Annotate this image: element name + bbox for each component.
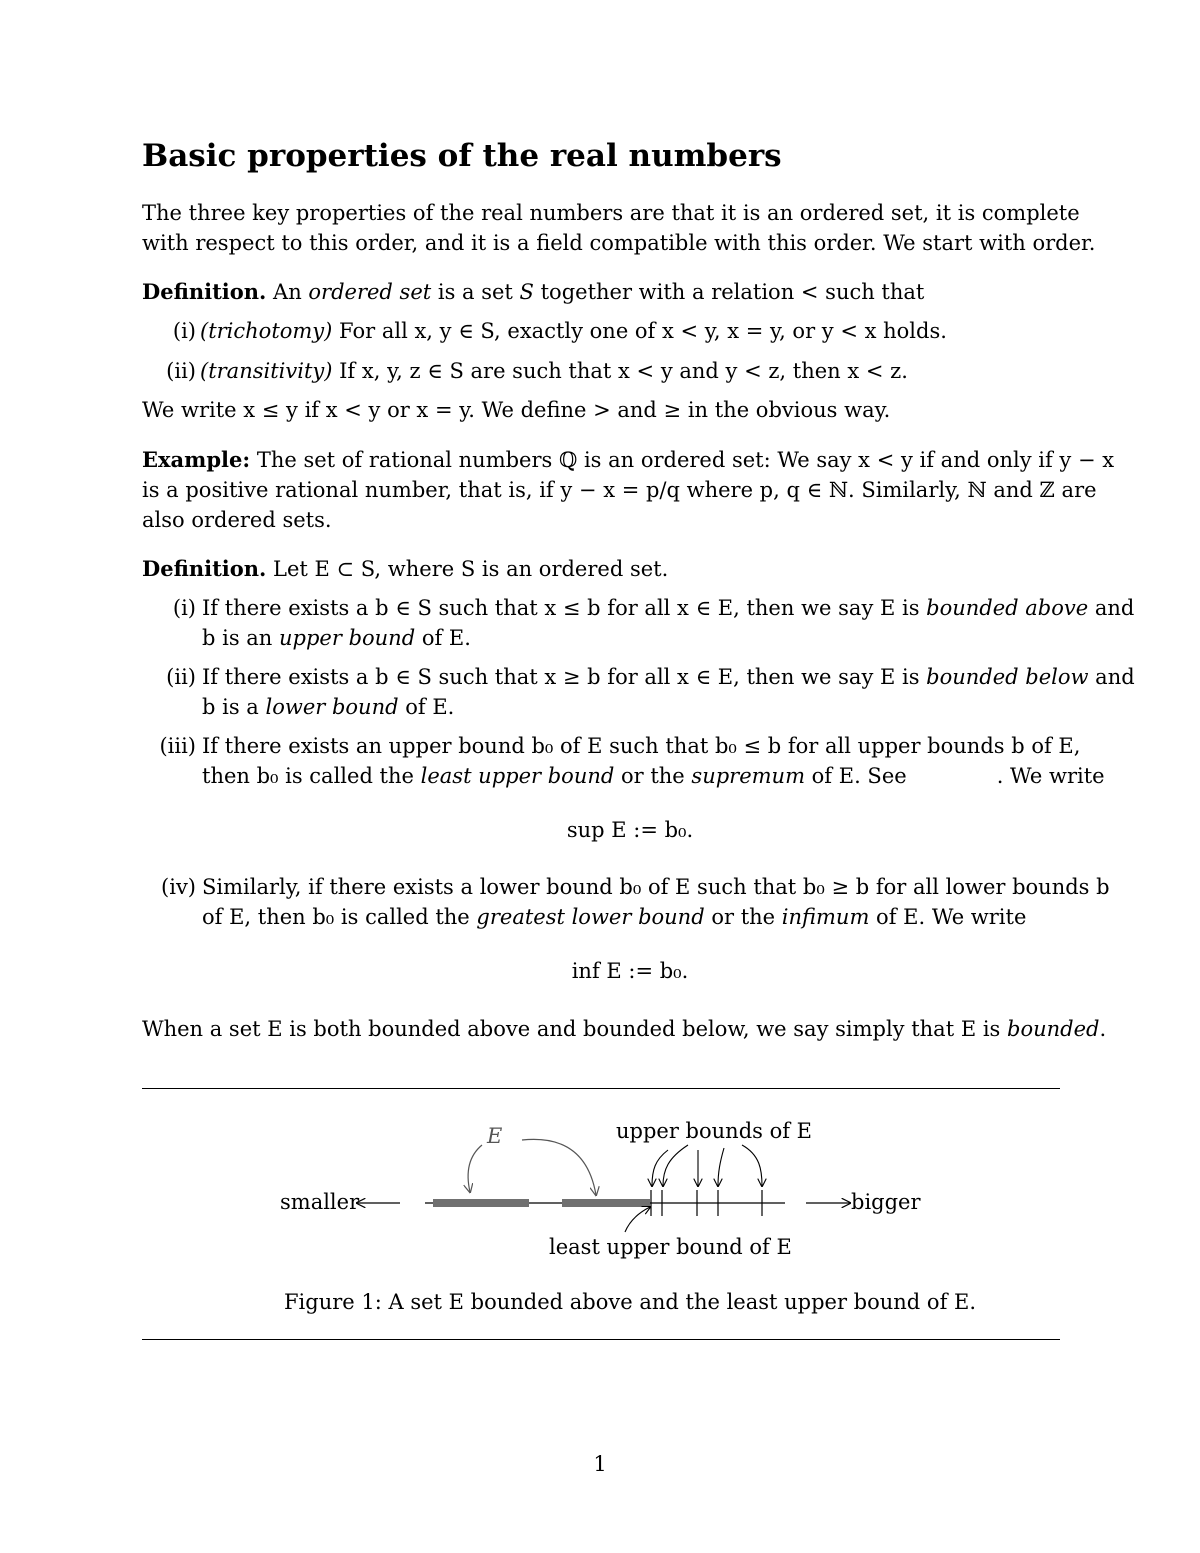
definition-note: We write x ≤ y if x < y or x = y. We define > and ≥ in the obvious way.	[142, 398, 891, 422]
term-greatest-lower-bound: greatest lower bound	[476, 905, 705, 929]
item-number: (i)	[172, 596, 196, 620]
text: of E.	[398, 695, 455, 719]
item-text: If x, y, z ∈ S are such that x < y and y < z, then x < z.	[332, 359, 908, 383]
item-number: (ii)	[166, 359, 196, 383]
text: and	[1088, 665, 1135, 689]
inf-equation: inf E := b₀.	[571, 959, 689, 983]
term-ordered-set: ordered set	[308, 280, 432, 304]
text: is a set	[431, 280, 520, 304]
list-item	[142, 593, 1135, 653]
label-least-upper-bound: least upper bound of E	[549, 1235, 792, 1259]
list-item	[142, 731, 1105, 791]
upper-bound-arrow	[718, 1148, 724, 1186]
set-e-segment	[433, 1199, 529, 1207]
sup-equation: sup E := b₀.	[566, 818, 694, 842]
text: b is an	[202, 626, 280, 650]
figure-top-rule	[142, 1088, 1060, 1089]
term-upper-bound: upper bound	[279, 626, 416, 650]
term-bounded: bounded	[1007, 1017, 1100, 1041]
item-number: (iii)	[159, 734, 196, 758]
item-name: (transitivity)	[200, 359, 333, 383]
text: The set of rational numbers ℚ is an ordered set: We say x < y if and only if y − x	[250, 448, 1115, 472]
intro-line-2: with respect to this order, and it is a field compatible with this order. We start with order.	[142, 231, 1096, 255]
label-set-e: E	[487, 1124, 503, 1148]
intro-line-1: The three key properties of the real numbers are that it is an ordered set, it is complete	[142, 201, 1080, 225]
number-line-figure	[0, 1100, 1200, 1270]
term-least-upper-bound: least upper bound	[420, 764, 615, 788]
text: together with a relation < such that	[533, 280, 925, 304]
term-bounded-above: bounded above	[926, 596, 1089, 620]
text: An	[266, 280, 309, 304]
set-e-segment	[562, 1199, 650, 1207]
example-line-1	[142, 445, 1115, 475]
text: of E. We write	[869, 905, 1027, 929]
item-number: (ii)	[166, 665, 196, 689]
text: If there exists an upper bound b₀ of E such that b₀ ≤ b for all upper bounds b of E,	[202, 734, 1081, 758]
term-bounded-below: bounded below	[926, 665, 1089, 689]
list-item	[142, 872, 1110, 932]
term-lower-bound: lower bound	[265, 695, 399, 719]
text: and	[1088, 596, 1135, 620]
text: . We write	[996, 764, 1105, 788]
figure-caption: Figure 1: A set E bounded above and the least upper bound of E.	[283, 1290, 977, 1314]
text: or the	[704, 905, 782, 929]
item-name: (trichotomy)	[200, 319, 333, 343]
upper-bound-arrow	[652, 1150, 668, 1186]
example-label: Example:	[142, 447, 251, 472]
text: of E, then b₀ is called the	[202, 905, 477, 929]
text: Similarly, if there exists a lower bound b₀ of E such that b₀ ≥ b for all lower bounds b	[202, 875, 1110, 899]
text: or the	[614, 764, 692, 788]
label-smaller: smaller	[280, 1190, 360, 1214]
label-bigger: bigger	[851, 1190, 921, 1214]
text: Let E ⊂ S, where S is an ordered set.	[266, 557, 669, 581]
page-number: 1	[593, 1452, 607, 1476]
text: If there exists a b ∈ S such that x ≥ b for all x ∈ E, then we say E is	[202, 665, 927, 689]
term-supremum: supremum	[691, 764, 805, 788]
bounded-sentence	[142, 1014, 1107, 1044]
symbol-S: S	[519, 280, 534, 304]
label-upper-bounds: upper bounds of E	[616, 1119, 813, 1143]
item-text: For all x, y ∈ S, exactly one of x < y, x = y, or y < x holds.	[332, 319, 947, 343]
example-line-3: also ordered sets.	[142, 508, 332, 532]
item-number: (iv)	[161, 875, 196, 899]
example-line-2: is a positive rational number, that is, if y − x = p/q where p, q ∈ ℕ. Similarly, ℕ and ℤ are	[142, 478, 1097, 502]
text: If there exists a b ∈ S such that x ≤ b for all x ∈ E, then we say E is	[202, 596, 927, 620]
upper-bound-arrow	[742, 1145, 762, 1186]
definition-ordered-set	[142, 277, 1062, 307]
text: .	[1099, 1017, 1107, 1041]
text: b is a	[202, 695, 266, 719]
text: then b₀ is called the	[202, 764, 421, 788]
definition-bounds	[142, 554, 1062, 584]
list-item	[142, 662, 1135, 722]
definition-label: Definition.	[142, 279, 267, 304]
term-infimum: infimum	[781, 905, 870, 929]
item-number: (i)	[172, 319, 196, 343]
text: of E. See	[804, 764, 907, 788]
least-upper-bound-arrow	[625, 1207, 650, 1232]
page-title: Basic properties of the real numbers	[142, 138, 782, 174]
definition-label: Definition.	[142, 556, 267, 581]
text: of E.	[415, 626, 471, 650]
text: When a set E is both bounded above and bounded below, we say simply that E is	[142, 1017, 1007, 1041]
set-e-arrow	[468, 1145, 482, 1192]
set-e-arrow	[522, 1139, 596, 1195]
figure-bottom-rule	[142, 1339, 1060, 1340]
